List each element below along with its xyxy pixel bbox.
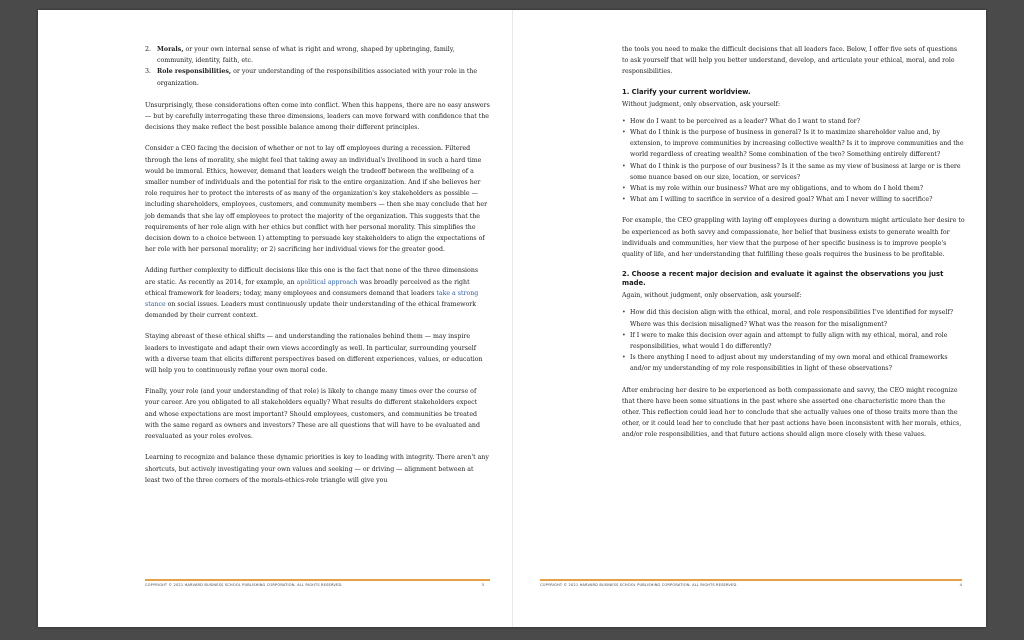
numbered-list xyxy=(145,44,490,89)
list-item: • How did this decision align with the ethical, moral, and role responsibilities I've identified for myself? Where was this decision misaligned? What was the reason for the misalignment? xyxy=(630,307,965,329)
list-item: • How do I want to be perceived as a leader? What do I want to stand for? xyxy=(630,116,965,127)
paragraph: Finally, your role (and your understanding of that role) is likely to change many times over the course of your career. Are you obligated to all stakeholders equally? What results do different stakeholders expect and whose expectations are most important? Should employees, customers, and communities be treated with the same regard as owners and investors? These are all questions that will have to be evaluated and reevaluated as your roles evolves. xyxy=(145,388,480,441)
paragraph: the tools you need to make the difficult decisions that all leaders face. Below, I offer five sets of questions to ask yourself that will help you better understand, develop, and articulate your ethical, moral, and role responsibilities. xyxy=(622,46,958,76)
apolitical-approach-link[interactable]: apolitical approach xyxy=(296,278,358,286)
strong-stance-link[interactable]: take a strong stance xyxy=(145,289,479,309)
list-item-text: or your understanding of the responsibilities associated with your role in the organization. xyxy=(157,68,478,87)
paragraph: After embracing her desire to be experienced as both compassionate and savvy, the CEO might recognize that there have been some situations in the past where she asserted one characteristic more than the other. This reflection could lead her to conclude that she actually values one of those traits more than the other, or it could lead her to conclude that her past actions have been inconsistent with her morals, ethics, and/or role responsibilities, and that future actions should align more closely with these values. xyxy=(622,386,962,439)
paragraph-text: on social issues. Leaders must continuously update their understanding of the ethical framework demanded by their current context. xyxy=(145,301,477,320)
paragraph-with-links xyxy=(145,265,490,321)
left-page-footer xyxy=(145,579,490,591)
section-lead: Again, without judgment, only observation, ask yourself: xyxy=(622,292,802,300)
copyright-notice: COPYRIGHT © 2021 HARVARD BUSINESS SCHOOL PUBLISHING CORPORATION. ALL RIGHTS RESERVED. xyxy=(540,583,738,587)
list-number: 3. xyxy=(145,68,151,76)
question-list xyxy=(622,307,965,374)
list-number: 2. xyxy=(145,46,151,53)
left-page-column xyxy=(145,44,490,496)
list-item: • What am I willing to sacrifice in service of a desired goal? What am I never willing to sacrifice? xyxy=(630,194,965,205)
paragraph: Consider a CEO facing the decision of whether or not to lay off employees during a recession. Filtered through the lens of morality, she might feel that taking away an individual's livelihood in such a hard time would be immoral. Ethics, however, demand that leaders weigh the tradeoff between the wellbeing of a smaller number of individuals and the potential for risk to the entire organization. And if she believes her role requires her to protect the interests of as many of the organization's key stakeholders as possible — including shareholders, employees, customers, and community members — then she may conclude that her job demands that she lay off employees to protect the majority of the organization. This suggests that the requirements of her role align with her ethics but conflict with her personal morality. This simplifies the decision down to a choice between 1) attempting to persuade key stakeholders to align the expectations of her role with her personal morality; or 2) sacrificing her individual views for the greater good. xyxy=(145,145,488,254)
question-list xyxy=(622,116,965,206)
paragraph-text: Adding further complexity to difficult decisions like this one is the fact that none of the three dimensions are static. As recently as 2014, for example, an xyxy=(145,267,479,286)
list-item-text: or your own internal sense of what is right and wrong, shaped by upbringing, family, community, identity, faith, etc. xyxy=(157,46,455,65)
paragraph: For example, the CEO grappling with laying off employees during a downturn might articulate her desire to be experienced as both savvy and compassionate, her belief that business exists to generate wealth for individuals and communities, her view that the purpose of her specific business is to improve people's quality of life, and her understanding that fulfilling these goals requires the business to be profitable. xyxy=(622,217,965,259)
copyright-notice: COPYRIGHT © 2021 HARVARD BUSINESS SCHOOL PUBLISHING CORPORATION. ALL RIGHTS RESERVED. xyxy=(145,583,343,587)
list-item-title: Role responsibilities, xyxy=(157,68,232,76)
paragraph-text: was broadly perceived as the right ethical framework for leaders; today, many employees and consumers demand that leaders xyxy=(145,278,470,297)
right-page-footer xyxy=(540,579,962,591)
page-divider xyxy=(512,10,513,627)
list-item: • What do I think is the purpose of our business? Is it the same as my view of business at large or is there some nuance based on our size, location, or services? xyxy=(630,161,965,183)
list-item xyxy=(145,44,490,66)
paragraph: Staying abreast of these ethical shifts — and understanding the rationales behind them — may inspire leaders to investigate and adapt their own views accordingly as well. In particular, surrounding yourself with a diverse team that elicits different perspectives based on different experiences, values, or education will help you to continuously refine your own moral code. xyxy=(145,333,483,375)
list-item: • Is there anything I need to adjust about my understanding of my own moral and ethical frameworks and/or my understanding of my role responsibilities in light of these observations? xyxy=(630,352,965,374)
paragraph: Unsurprisingly, these considerations often come into conflict. When this happens, there are no easy answers — but by carefully interrogating these three dimensions, leaders can move forward with confidence that the decisions they make reflect the best possible balance among their different principles. xyxy=(145,101,490,132)
section-heading: 2. Choose a recent major decision and evaluate it against the observations you just made. xyxy=(622,270,944,288)
right-page-column xyxy=(622,44,965,451)
list-item xyxy=(145,66,490,88)
page-number: 3 xyxy=(481,583,484,587)
list-item: • If I were to make this decision over again and attempt to fully align with my ethical, moral, and role responsibilities, what would I do differently? xyxy=(630,330,965,352)
list-item: • What is my role within our business? What are my obligations, and to whom do I hold them? xyxy=(630,183,965,194)
section-lead: Without judgment, only observation, ask yourself: xyxy=(622,100,781,108)
list-item: • What do I think is the purpose of business in general? Is it to maximize shareholder value and, by extension, to improve communities by increasing collective wealth? Is it to improve communities and the world regardless of creating wealth? Some combination of the two? Something entirely different? xyxy=(630,127,965,161)
page-number: 4 xyxy=(959,583,962,587)
list-item-title: Morals, xyxy=(157,46,184,53)
paragraph: Learning to recognize and balance these dynamic priorities is key to leading with integrity. There aren't any shortcuts, but actively investigating your own values and seeking — or driving — alignment between at least two of the three corners of the morals-ethics-role triangle will give you xyxy=(145,454,489,484)
section-heading: 1. Clarify your current worldview. xyxy=(622,87,751,96)
